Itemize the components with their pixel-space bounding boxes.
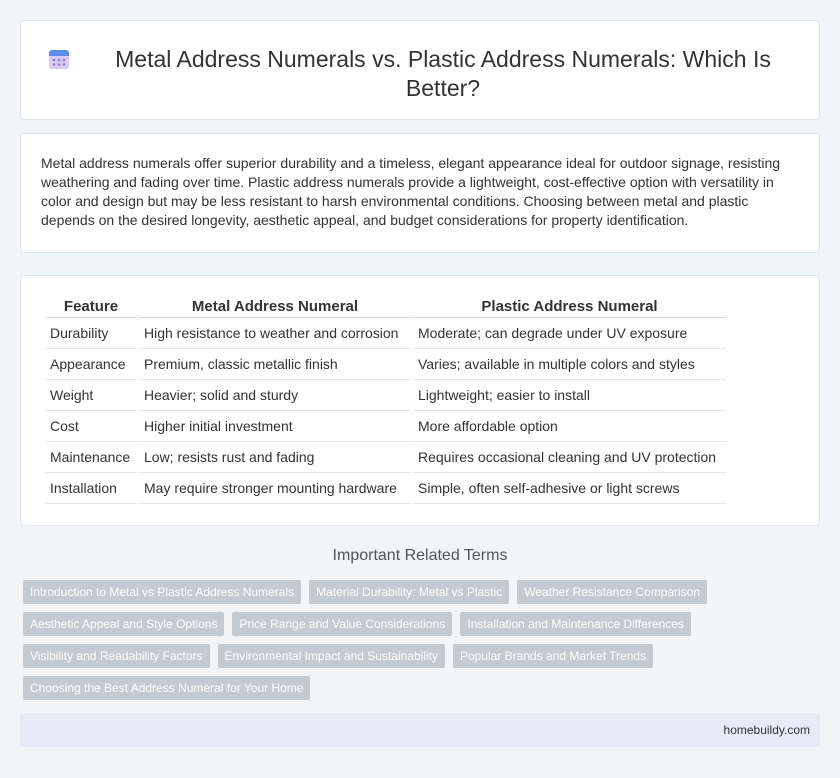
table-cell: Simple, often self-adhesive or light screws [413,473,726,504]
comparison-table-card [20,275,820,526]
table-row [45,380,726,411]
related-term-tag[interactable]: Price Range and Value Considerations [232,612,452,636]
header-card [20,20,820,120]
related-term-tag[interactable]: Installation and Maintenance Differences [460,612,691,636]
table-row [45,349,726,380]
table-cell: Higher initial investment [139,411,411,442]
table-cell: Cost [45,411,137,442]
table-cell: Appearance [45,349,137,380]
related-term-tag[interactable]: Visibility and Readability Factors [23,644,210,668]
table-cell: Premium, classic metallic finish [139,349,411,380]
table-cell: High resistance to weather and corrosion [139,318,411,349]
comparison-table [43,296,728,504]
column-header-metal: Metal Address Numeral [139,296,411,318]
related-term-tag[interactable]: Introduction to Metal vs Plastic Address Numerals [23,580,301,604]
table-cell: Durability [45,318,137,349]
footer-site-link[interactable]: homebuildy.com [723,723,810,737]
table-cell: Requires occasional cleaning and UV protection [413,442,726,473]
table-cell: Varies; available in multiple colors and styles [413,349,726,380]
table-header-row [45,296,726,318]
table-row [45,473,726,504]
calendar-icon [47,47,71,71]
related-terms-title: Important Related Terms [332,547,508,564]
table-cell: May require stronger mounting hardware [139,473,411,504]
intro-card [20,133,820,253]
table-cell: Maintenance [45,442,137,473]
table-cell: Moderate; can degrade under UV exposure [413,318,726,349]
table-row [45,318,726,349]
table-cell: Lightweight; easier to install [413,380,726,411]
page-title: Metal Address Numerals vs. Plastic Address Numerals: Which Is Better? [115,46,771,101]
related-term-tag[interactable]: Weather Resistance Comparison [517,580,707,604]
table-cell: Heavier; solid and sturdy [139,380,411,411]
table-row [45,442,726,473]
footer [20,713,820,747]
table-cell: Installation [45,473,137,504]
column-header-plastic: Plastic Address Numeral [413,296,726,318]
related-term-tag[interactable]: Environmental Impact and Sustainability [218,644,445,668]
table-cell: More affordable option [413,411,726,442]
related-terms-tags [23,580,823,700]
related-term-tag[interactable]: Popular Brands and Market Trends [453,644,653,668]
column-header-feature: Feature [45,296,137,318]
related-term-tag[interactable]: Aesthetic Appeal and Style Options [23,612,224,636]
related-term-tag[interactable]: Choosing the Best Address Numeral for Your Home [23,676,310,700]
table-row [45,411,726,442]
related-term-tag[interactable]: Material Durability: Metal vs Plastic [309,580,509,604]
intro-text: Metal address numerals offer superior durability and a timeless, elegant appearance ideal for outdoor signage, resisting weathering and fading over time. Plastic address numerals provide a lightweight, cost-effective option with versatility in color and design but may be less resistant to harsh environmental conditions. Choosing between metal and plastic depends on the desired longevity, aesthetic appeal, and budget considerations for property identification. [41,155,781,228]
table-cell: Low; resists rust and fading [139,442,411,473]
table-cell: Weight [45,380,137,411]
